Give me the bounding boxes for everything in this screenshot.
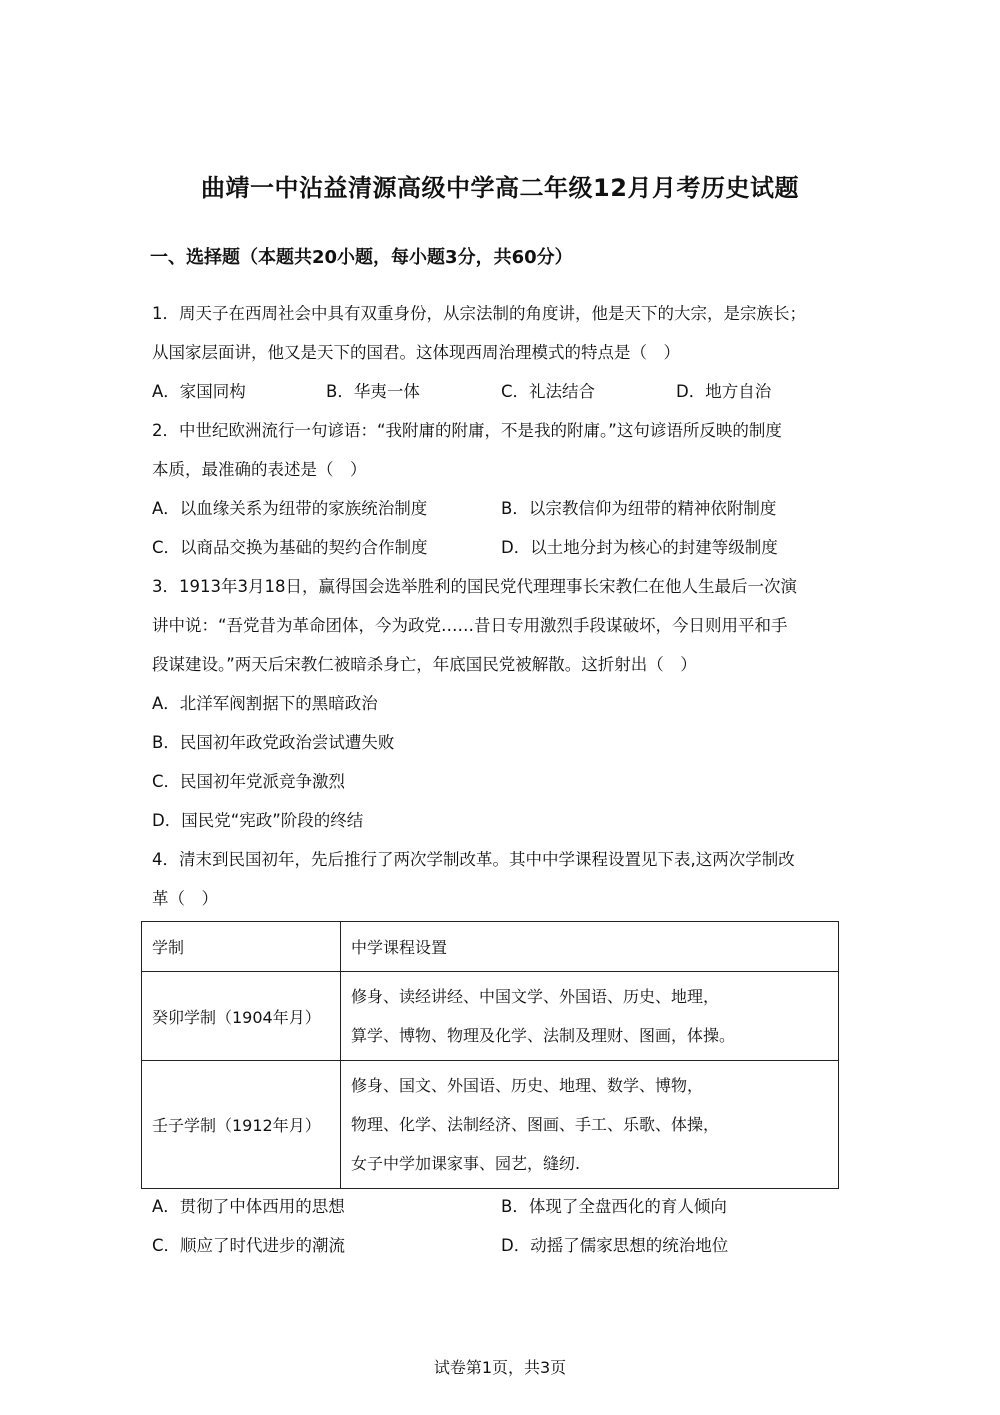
table-cell-system: 癸卯学制（1904年月） xyxy=(142,972,341,1061)
table-row xyxy=(142,972,839,1061)
question-4-option-d: D．动摇了儒家思想的统治地位 xyxy=(501,1236,729,1255)
question-1-line-1: 1．周天子在西周社会中具有双重身份，从宗法制的角度讲，他是天下的大宗，是宗族长； xyxy=(152,304,806,323)
question-1-line-2: 从国家层面讲，他又是天下的国君。这体现西周治理模式的特点是（ ） xyxy=(152,343,680,362)
table-cell-courses xyxy=(341,1061,839,1189)
question-4-option-c: C．顺应了时代进步的潮流 xyxy=(152,1236,346,1255)
question-2-option-a: A．以血缘关系为纽带的家族统治制度 xyxy=(152,499,428,518)
question-2-option-c: C．以商品交换为基础的契约合作制度 xyxy=(152,538,428,557)
table-row xyxy=(142,1061,839,1189)
question-1-option-c: C．礼法结合 xyxy=(501,382,596,401)
table-header-cell: 学制 xyxy=(142,922,341,972)
question-4-option-b: B．体现了全盘西化的育人倾向 xyxy=(501,1197,727,1216)
question-2-line-1: 2．中世纪欧洲流行一句谚语：“我附庸的附庸，不是我的附庸。”这句谚语所反映的制度 xyxy=(152,421,782,440)
table-header-cell: 中学课程设置 xyxy=(341,922,839,972)
table-cell-courses xyxy=(341,972,839,1061)
course-line: 女子中学加课家事、园艺，缝纫. xyxy=(351,1154,581,1173)
section-heading: 一、选择题（本题共20小题，每小题3分，共60分） xyxy=(150,247,573,268)
question-1-option-d: D．地方自治 xyxy=(676,382,772,401)
question-1-option-a: A．家国同构 xyxy=(152,382,246,401)
question-4-line-2: 革（ ） xyxy=(152,889,218,908)
course-line: 算学、博物、物理及化学、法制及理财、图画，体操。 xyxy=(351,1026,736,1045)
question-2-line-2: 本质，最准确的表述是（ ） xyxy=(152,460,367,479)
question-1-option-b: B．华夷一体 xyxy=(326,382,420,401)
question-3-line-1: 3．1913年3月18日，赢得国会选举胜利的国民党代理理事长宋教仁在他人生最后一次演 xyxy=(152,577,797,596)
question-3-option-d: D．国民党“宪政”阶段的终结 xyxy=(152,811,364,830)
question-3-option-a: A．北洋军阀割据下的黑暗政治 xyxy=(152,694,378,713)
page-footer: 试卷第1页，共3页 xyxy=(433,1358,567,1377)
question-2-option-b: B．以宗教信仰为纽带的精神依附制度 xyxy=(501,499,777,518)
course-line: 修身、读经讲经、中国文学、外国语、历史、地理， xyxy=(351,987,720,1006)
question-3-option-b: B．民国初年政党政治尝试遭失败 xyxy=(152,733,395,752)
document-title: 曲靖一中沾益清源高级中学高二年级12月月考历史试题 xyxy=(201,174,799,202)
table-cell-system: 壬子学制（1912年月） xyxy=(142,1061,341,1189)
question-4-option-a: A．贯彻了中体西用的思想 xyxy=(152,1197,345,1216)
table-header-row xyxy=(142,922,839,972)
question-3-option-c: C．民国初年党派竞争激烈 xyxy=(152,772,346,791)
course-line: 修身、国文、外国语、历史、地理、数学、博物， xyxy=(351,1076,704,1095)
question-4-line-1: 4．清末到民国初年，先后推行了两次学制改革。其中中学课程设置见下表,这两次学制改 xyxy=(152,850,795,869)
curriculum-table xyxy=(141,921,839,1189)
question-3-line-3: 段谋建设。”两天后宋教仁被暗杀身亡，年底国民党被解散。这折射出（ ） xyxy=(152,655,697,674)
course-line: 物理、化学、法制经济、图画、手工、乐歌、体操， xyxy=(351,1115,720,1134)
question-2-option-d: D．以土地分封为核心的封建等级制度 xyxy=(501,538,778,557)
question-3-line-2: 讲中说：“吾党昔为革命团体，今为政党……昔日专用激烈手段谋破坏，今日则用平和手 xyxy=(152,616,788,635)
